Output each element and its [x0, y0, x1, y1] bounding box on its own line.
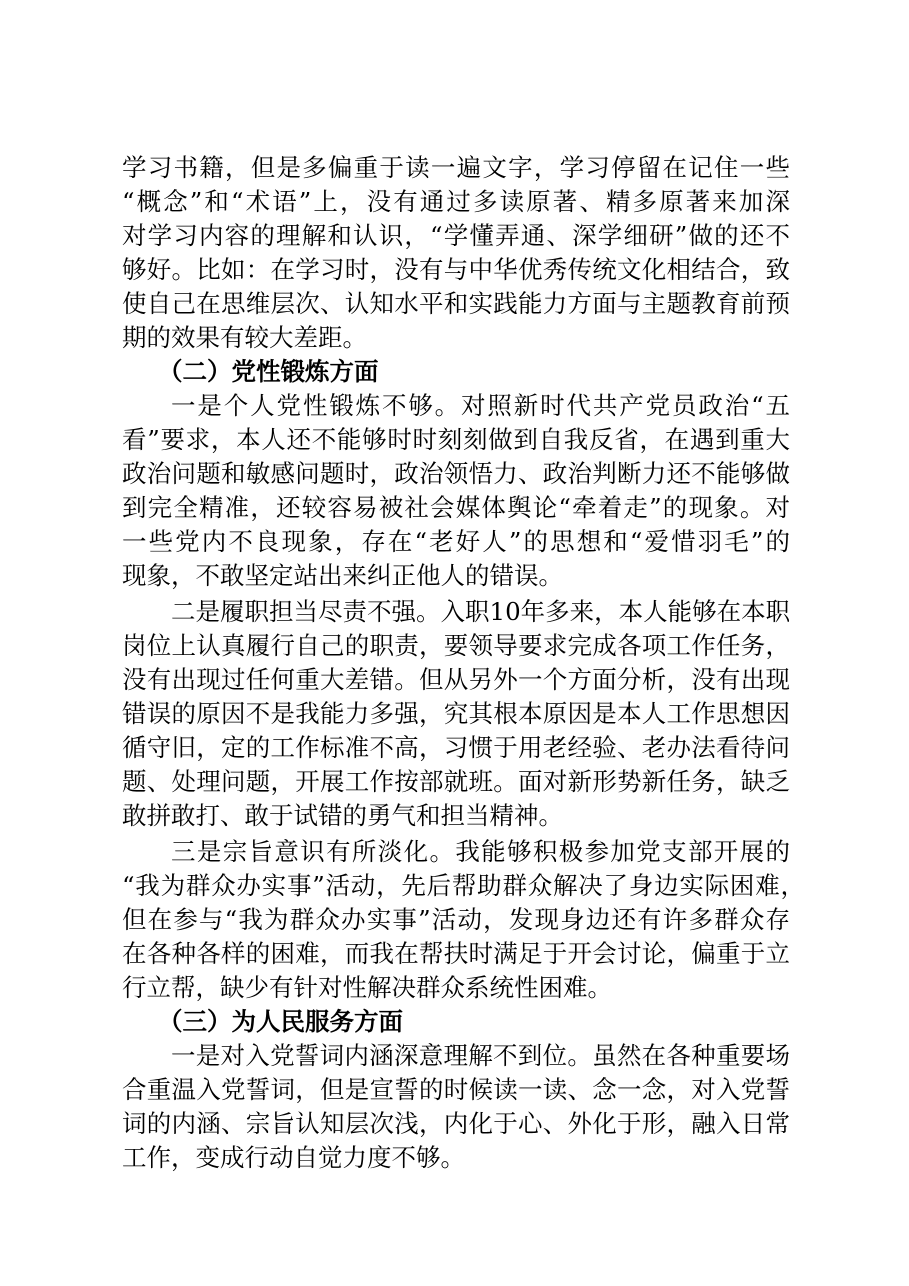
text-line: 词的内涵、宗旨认知层次浅，内化于心、外化于形，融入日常 — [122, 1109, 790, 1138]
text-line: 够好。比如：在学习时，没有与中华优秀传统文化相结合，致 — [122, 255, 790, 284]
text-line: 题、处理问题，开展工作按部就班。面对新形势新任务，缺乏 — [122, 767, 790, 796]
text-line: 一是个人党性锻炼不够。对照新时代共产党员政治“五 — [171, 391, 790, 420]
text-line: “我为群众办实事”活动，先后帮助群众解决了身边实际困难， — [122, 871, 805, 900]
text-line: 但在参与“我为群众办实事”活动，发现身边还有许多群众存 — [122, 905, 790, 934]
text-line: 循守旧，定的工作标准不高，习惯于用老经验、老办法看待问 — [122, 733, 790, 762]
text-line: 三是宗旨意识有所淡化。我能够积极参加党支部开展的 — [171, 837, 790, 866]
text-line: 到完全精准，还较容易被社会媒体舆论“牵着走”的现象。对 — [122, 493, 790, 522]
text-line: “概念”和“术语”上，没有通过多读原著、精多原著来加深 — [122, 187, 790, 216]
text-line: 现象，不敢坚定站出来纠正他人的错误。 — [122, 561, 563, 590]
text-line: 没有出现过任何重大差错。但从另外一个方面分析，没有出现 — [122, 665, 790, 694]
text-line: 使自己在思维层次、认知水平和实践能力方面与主题教育前预 — [122, 289, 790, 318]
text-line: 错误的原因不是我能力多强，究其根本原因是本人工作思想因 — [122, 699, 790, 728]
text-line: 二是履职担当尽责不强。入职10年多来，本人能够在本职 — [171, 597, 791, 626]
text-line: 敢拼敢打、敢于试错的勇气和担当精神。 — [122, 801, 563, 830]
text-line: 期的效果有较大差距。 — [122, 323, 367, 352]
text-line: 看”要求，本人还不能够时时刻刻做到自我反省，在遇到重大 — [122, 425, 790, 454]
text-line: 对学习内容的理解和认识，“学懂弄通、深学细研”做的还不 — [122, 221, 790, 250]
text-line: 合重温入党誓词，但是宣誓的时候读一读、念一念，对入党誓 — [122, 1075, 790, 1104]
section-heading-3: （三）为人民服务方面 — [158, 1007, 403, 1036]
text-line: 岗位上认真履行自己的职责，要领导要求完成各项工作任务， — [122, 631, 790, 660]
text-line: 行立帮，缺少有针对性解决群众系统性困难。 — [122, 973, 612, 1002]
text-line: 在各种各样的困难，而我在帮扶时满足于开会讨论，偏重于立 — [122, 939, 790, 968]
text-line: 工作，变成行动自觉力度不够。 — [122, 1143, 465, 1172]
text-line: 一些党内不良现象，存在“老好人”的思想和“爱惜羽毛”的 — [122, 527, 790, 556]
text-line: 政治问题和敏感问题时，政治领悟力、政治判断力还不能够做 — [122, 459, 790, 488]
section-heading-2: （二）党性锻炼方面 — [158, 357, 379, 386]
text-line: 学习书籍，但是多偏重于读一遍文字，学习停留在记住一些 — [122, 153, 790, 182]
text-line: 一是对入党誓词内涵深意理解不到位。虽然在各种重要场 — [171, 1041, 790, 1070]
